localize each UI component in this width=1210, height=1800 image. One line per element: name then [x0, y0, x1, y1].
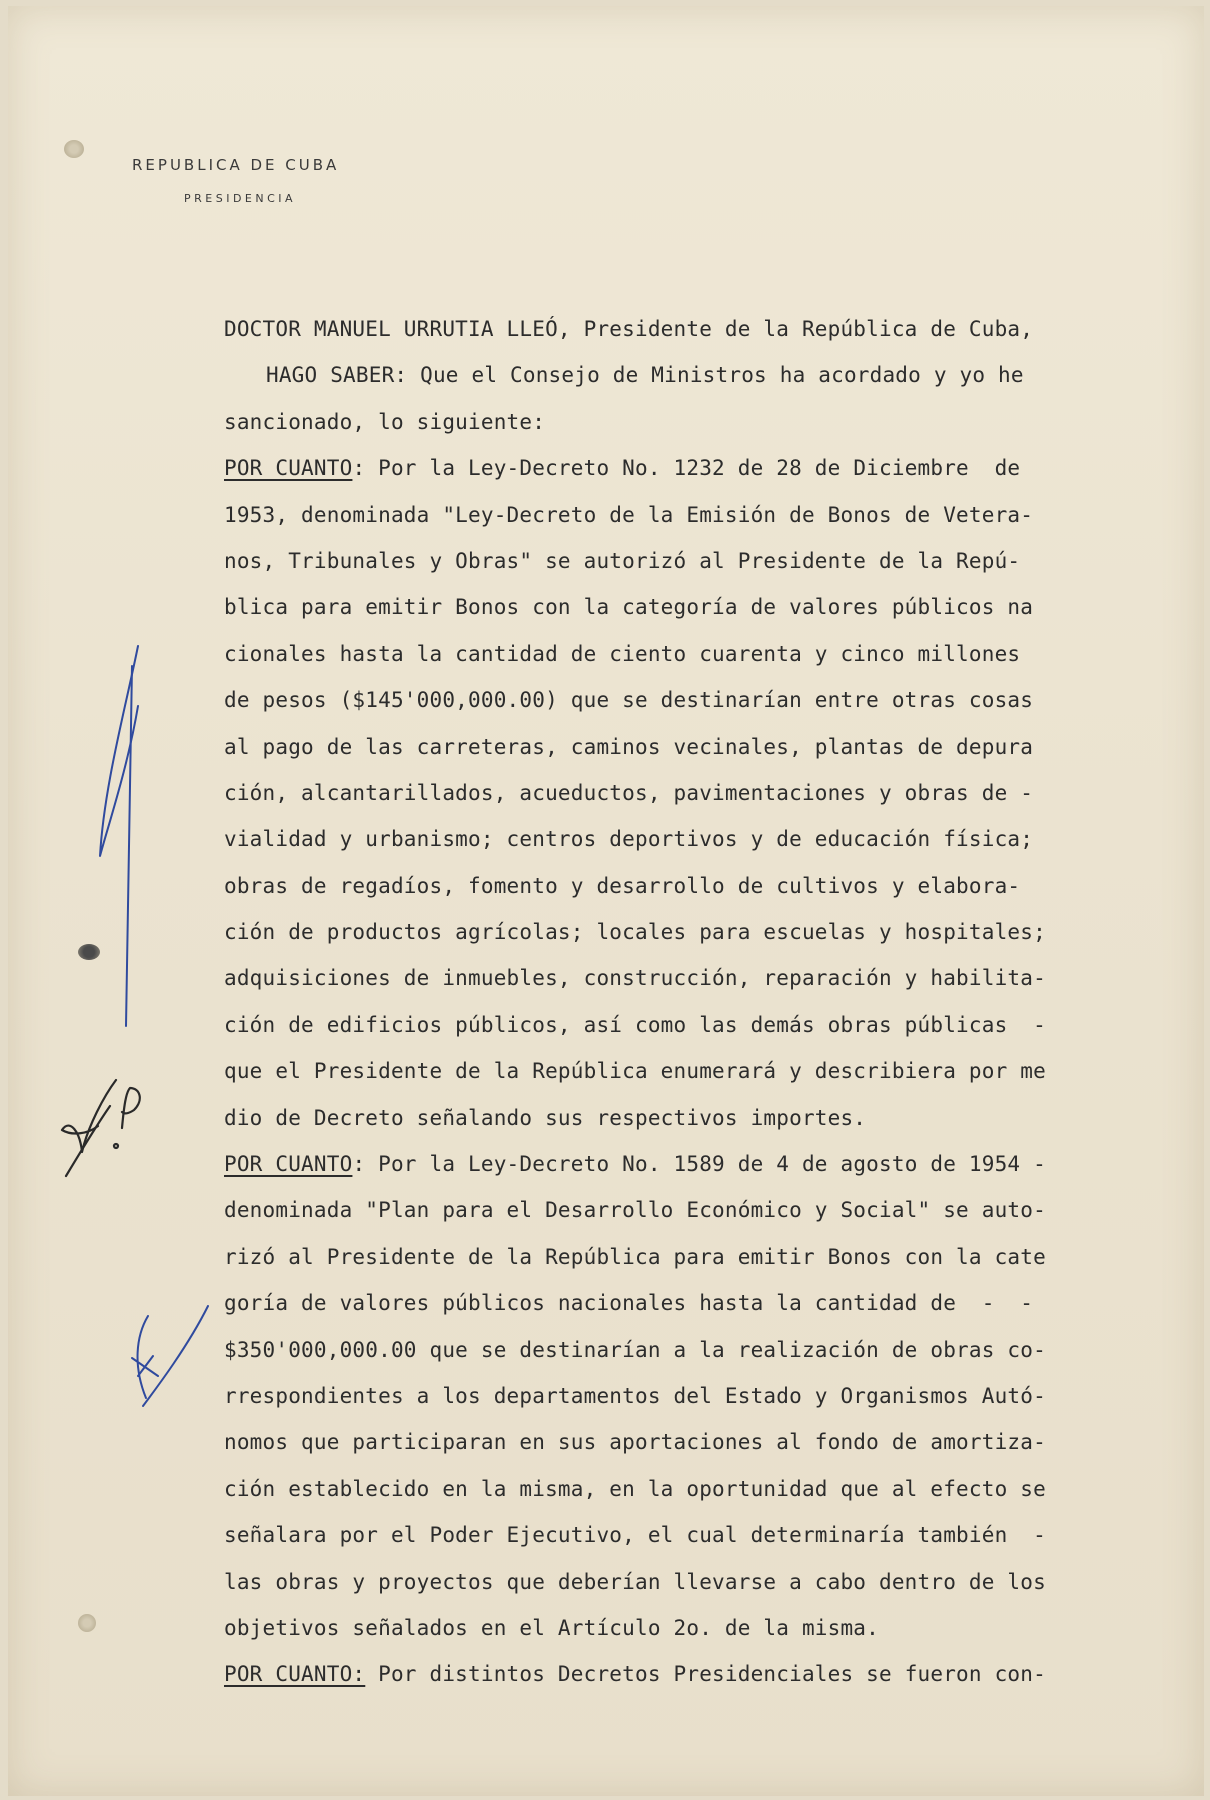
line-text: 1953, denominada "Ley-Decreto de la Emisión de Bonos de Vetera- — [224, 502, 1034, 527]
line-text: las obras y proyectos que deberían llevarse a cabo dentro de los — [224, 1569, 1046, 1594]
line-text: sancionado, lo siguiente: — [224, 409, 546, 434]
handwritten-margin-marks — [8, 6, 1204, 1796]
section-heading-label: POR CUANTO — [224, 456, 353, 481]
line-text: ción de edificios públicos, así como las demás obras públicas - — [224, 1012, 1046, 1037]
line-text: dio de Decreto señalando sus respectivos importes. — [224, 1105, 867, 1130]
line-text: rrespondientes a los departamentos del Estado y Organismos Autó- — [224, 1383, 1046, 1408]
line-text: al pago de las carreteras, caminos vecinales, plantas de depura — [224, 734, 1034, 759]
line-text: HAGO SABER: Que el Consejo de Ministros ha acordado y yo he — [266, 363, 1024, 388]
line-text: blica para emitir Bonos con la categoría de valores públicos na — [224, 595, 1034, 620]
line-text: : Por la Ley-Decreto No. 1589 de 4 de agosto de 1954 - — [352, 1152, 1046, 1177]
line-text: nomos que participaran en sus aportaciones al fondo de amortiza- — [224, 1430, 1046, 1455]
line-text: cionales hasta la cantidad de ciento cuarenta y cinco millones — [224, 641, 1021, 666]
line-text: nos, Tribunales y Obras" se autorizó al Presidente de la Repú- — [224, 548, 1021, 573]
line-text: objetivos señalados en el Artículo 2o. de la misma. — [224, 1615, 879, 1640]
line-text: rizó al Presidente de la República para emitir Bonos con la cate — [224, 1244, 1046, 1269]
line-text: ción establecido en la misma, en la oportunidad que al efecto se — [224, 1476, 1046, 1501]
line-text: Por distintos Decretos Presidenciales se fueron con- — [365, 1662, 1046, 1687]
initial-dot — [114, 1144, 118, 1148]
line-text: ción, alcantarillados, acueductos, pavimentaciones y obras de - — [224, 780, 1034, 805]
letterhead-title: REPUBLICA DE CUBA — [132, 156, 340, 174]
initial-j-stroke — [62, 1080, 116, 1152]
line-text: adquisiciones de inmuebles, construcción, reparación y habilita- — [224, 966, 1046, 991]
line-text: goría de valores públicos nacionales hasta la cantidad de - - — [224, 1291, 1034, 1316]
line-text: $350'000,000.00 que se destinarían a la realización de obras co- — [224, 1337, 1046, 1362]
handwritten-initials — [62, 1080, 140, 1176]
line-text: vialidad y urbanismo; centros deportivos y de educación física; — [224, 827, 1034, 852]
line-text: obras de regadíos, fomento y desarrollo de cultivos y elabora- — [224, 873, 1021, 898]
section-heading-label: POR CUANTO — [224, 1152, 353, 1177]
section-heading-label: POR CUANTO: — [224, 1662, 366, 1687]
initial-p-stroke — [122, 1088, 140, 1128]
line-text: ción de productos agrícolas; locales para escuelas y hospitales; — [224, 920, 1046, 945]
line-text: : Por la Ley-Decreto No. 1232 de 28 de Diciembre de — [352, 456, 1021, 481]
line-text: señalara por el Poder Ejecutivo, el cual determinaría también - — [224, 1523, 1046, 1548]
letterhead-subtitle: PRESIDENCIA — [184, 192, 297, 205]
margin-scribble — [132, 1316, 158, 1398]
line-text: denominada "Plan para el Desarrollo Económico y Social" se auto- — [224, 1198, 1046, 1223]
line-text: que el Presidente de la República enumerará y describiera por me — [224, 1059, 1046, 1084]
line-text: de pesos ($145'000,000.00) que se destinarían entre otras cosas — [224, 688, 1034, 713]
document-page — [8, 6, 1204, 1796]
margin-vertical-line — [126, 666, 132, 1026]
initial-j-tail — [66, 1106, 110, 1176]
line-text: DOCTOR MANUEL URRUTIA LLEÓ, Presidente de la República de Cuba, — [224, 317, 1034, 341]
